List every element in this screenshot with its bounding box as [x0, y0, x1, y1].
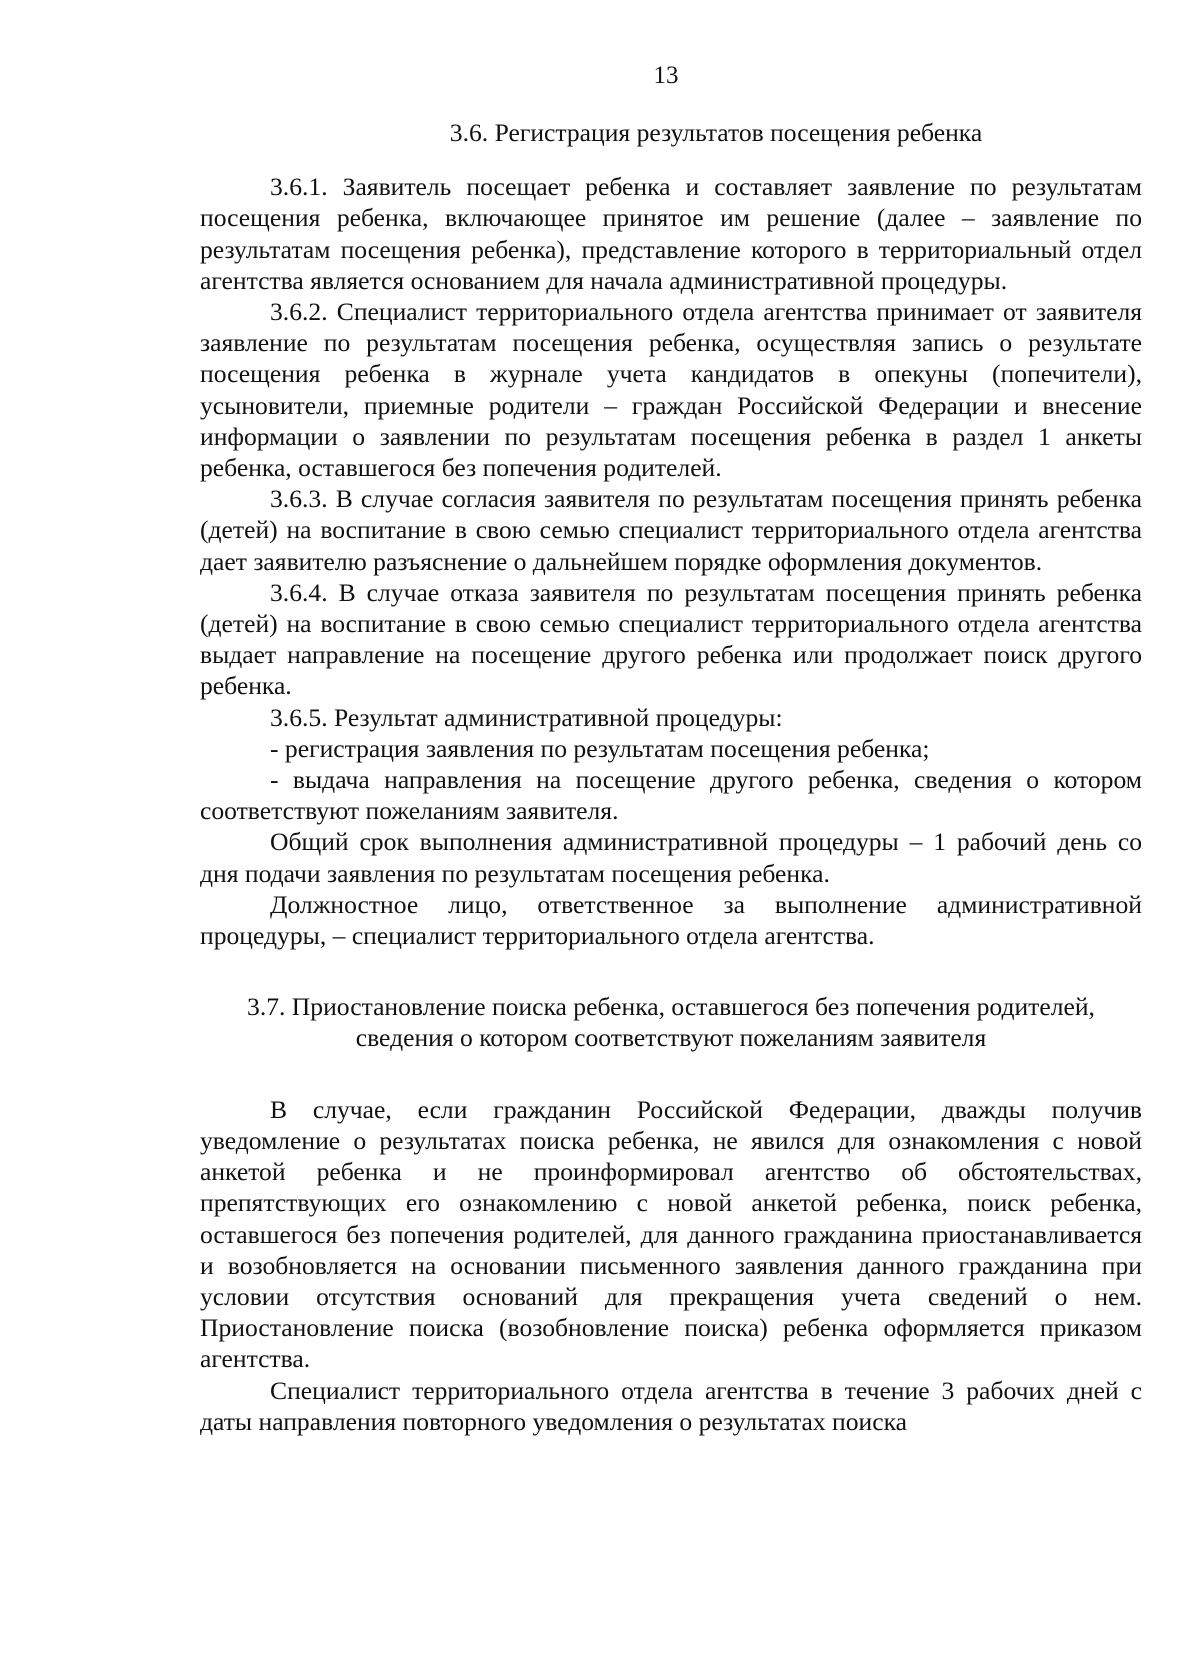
section-3-7-heading — [200, 991, 1142, 1053]
list-item-registration: - регистрация заявления по результатам посещения ребенка; — [270, 733, 930, 763]
page-number: 13 — [653, 62, 679, 89]
paragraph-3-6-2: 3.6.2. Специалист территориального отдела агентства принимает от заявителя заявление по результатам посещения ребенка, осуществляя запись о результате посещения ребенка в журнале учета кандидатов в опекуны (попечители), усыновители, приемные родители – граждан Российской Федерации и внесение информации о заявлении по результатам посещения ребенка в раздел 1 анкеты ребенка, оставшегося без попечения родителей. — [200, 297, 1142, 483]
section-3-7-heading-line-2: сведения о котором соответствуют пожеланиям заявителя — [355, 1023, 987, 1053]
section-3-7-heading-line-1: 3.7. Приостановление поиска ребенка, оставшегося без попечения родителей, — [247, 992, 1095, 1022]
document-body — [200, 117, 1142, 1437]
list-item-referral: - выдача направления на посещение другого ребенка, сведения о котором соответствуют пожеланиям заявителя. — [200, 765, 1142, 826]
paragraph-3-6-3: 3.6.3. В случае согласия заявителя по результатам посещения принять ребенка (детей) на воспитание в свою семью специалист территориального отдела агентства дает заявителю разъяснение о дальнейшем порядке оформления документов. — [200, 484, 1142, 576]
paragraph-3-6-1: 3.6.1. Заявитель посещает ребенка и составляет заявление по результатам посещения ребенка, включающее принятое им решение (далее – заявление по результатам посещения ребенка), представление которого в территориальный отдел агентства является основанием для начала административной процедуры. — [200, 172, 1142, 295]
section-3-6-heading: 3.6. Регистрация результатов посещения ребенка — [449, 118, 983, 147]
paragraph-3-7-specialist: Специалист территориального отдела агентства в течение 3 рабочих дней с даты направления повторного уведомления о результатах поиска — [200, 1375, 1142, 1436]
paragraph-responsible-official: Должностное лицо, ответственное за выполнение административной процедуры, – специалист территориального отдела агентства. — [200, 889, 1142, 951]
paragraph-3-6-4: 3.6.4. В случае отказа заявителя по результатам посещения принять ребенка (детей) на воспитание в свою семью специалист территориального отдела агентства выдает направление на посещение другого ребенка или продолжает поиск другого ребенка. — [200, 577, 1142, 701]
paragraph-3-6-5: 3.6.5. Результат административной процедуры: — [270, 702, 783, 732]
paragraph-total-term: Общий срок выполнения административной процедуры – 1 рабочий день со дня подачи заявления по результатам посещения ребенка. — [200, 827, 1142, 888]
paragraph-3-7-suspension: В случае, если гражданин Российской Федерации, дважды получив уведомление о результатах поиска ребенка, не явился для ознакомления с новой анкетой ребенка и не проинформировал агентство об обстоятельствах, препятствующих его ознакомлению с новой анкетой ребенка, поиск ребенка, оставшегося без попечения родителей, для данного гражданина приостанавливается и возобновляется на основании письменного заявления данного гражданина при условии отсутствия оснований для прекращения учета сведений о нем. Приостановление поиска (возобновление поиска) ребенка оформляется приказом агентства. — [200, 1094, 1142, 1374]
